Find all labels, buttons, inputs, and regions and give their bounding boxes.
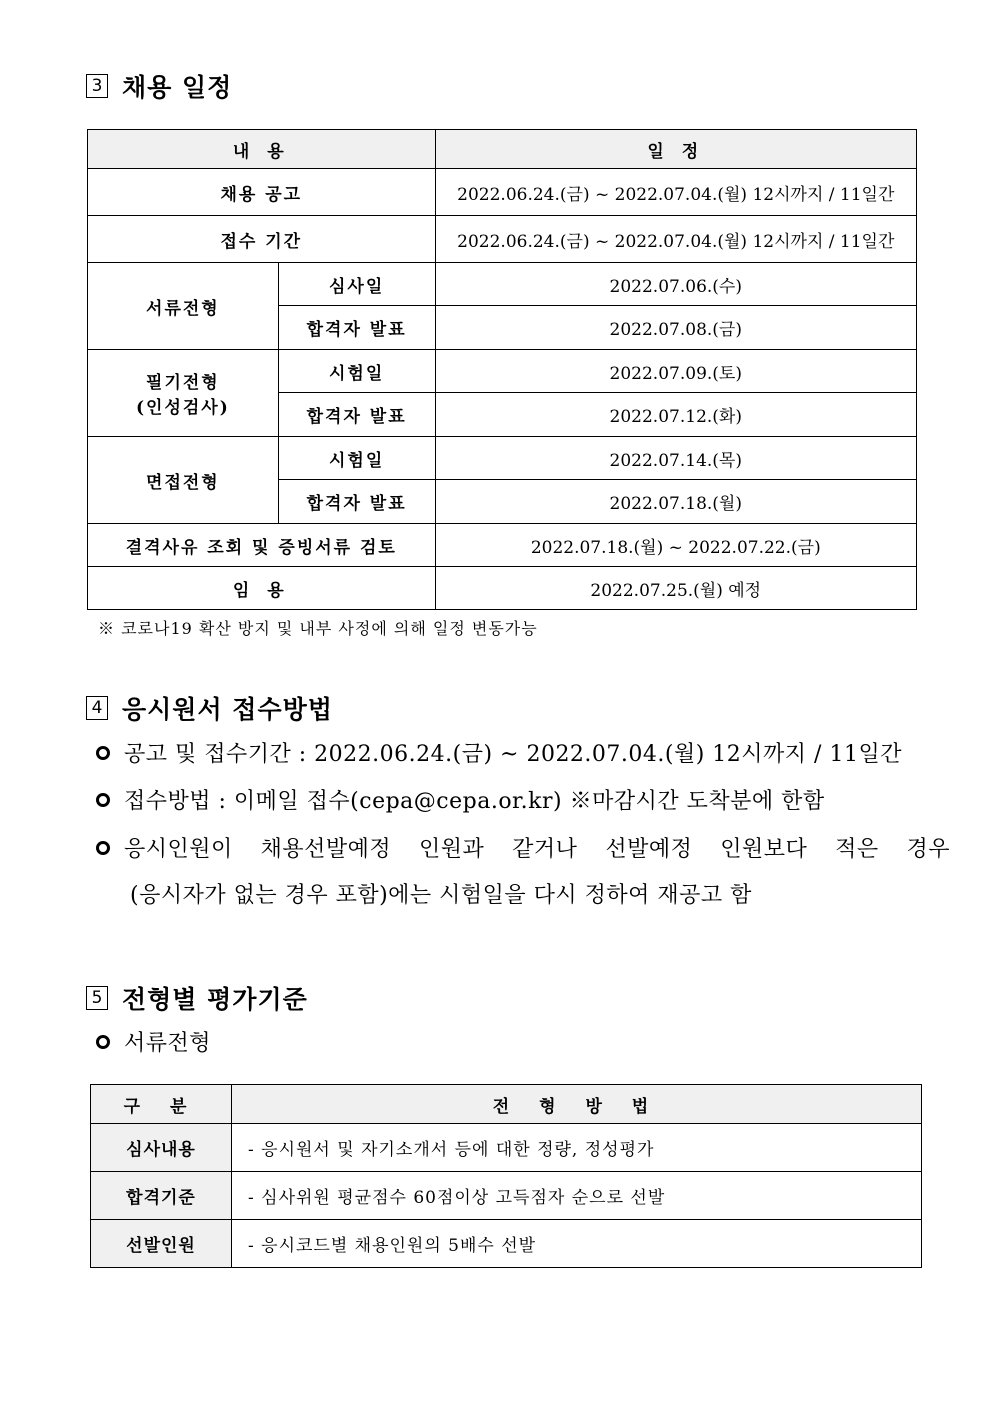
word: 선발예정 [605, 837, 693, 862]
section-title: 전형별 평가기준 [122, 985, 308, 1014]
row-value: - 심사위원 평균점수 60점이상 고득점자 순으로 선발 [232, 1172, 922, 1220]
section-number-box: 4 [86, 696, 108, 720]
row-label: 심사내용 [91, 1124, 232, 1172]
row-value: 2022.07.18.(월) ~ 2022.07.22.(금) [435, 524, 916, 567]
row-label: 선발인원 [91, 1220, 232, 1268]
row-value: 2022.07.09.(토) [435, 350, 916, 393]
label-line: 필기전형 [146, 373, 220, 393]
header-category: 구 분 [91, 1085, 232, 1124]
section-number-box: 5 [86, 986, 108, 1010]
row-value: 2022.06.24.(금) ~ 2022.07.04.(월) 12시까지 / 11일간 [435, 169, 916, 216]
list-item [96, 737, 902, 768]
sub-label: 합격자 발표 [278, 480, 435, 524]
row-value: - 응시코드별 채용인원의 5배수 선발 [232, 1220, 922, 1268]
row-value: 2022.07.12.(화) [435, 393, 916, 437]
row-label [88, 350, 279, 437]
word: 인원보다 [720, 837, 808, 862]
word: 응시인원이 [124, 837, 233, 862]
row-value: 2022.06.24.(금) ~ 2022.07.04.(월) 12시까지 / 11일간 [435, 216, 916, 263]
sub-label: 시험일 [278, 350, 435, 393]
section-4-heading [86, 690, 333, 726]
list-item-continuation: (응시자가 없는 경우 포함)에는 시험일을 다시 정하여 재공고 함 [130, 883, 752, 908]
row-value: 2022.07.14.(목) [435, 437, 916, 480]
section-3-heading [86, 68, 232, 104]
table-row [88, 567, 917, 610]
circle-bullet-icon [96, 793, 110, 807]
sub-label: 합격자 발표 [278, 393, 435, 437]
table-row [91, 1124, 922, 1172]
schedule-table [87, 129, 917, 610]
list-item-text: 공고 및 접수기간 : 2022.06.24.(금) ~ 2022.07.04.(월) 12시까지 / 11일간 [124, 742, 902, 767]
circle-bullet-icon [96, 1035, 110, 1049]
header-content: 내 용 [88, 130, 436, 169]
row-label: 접수 기간 [88, 216, 436, 263]
row-label: 합격기준 [91, 1172, 232, 1220]
table-row [91, 1220, 922, 1268]
row-label: 채용 공고 [88, 169, 436, 216]
circle-bullet-icon [96, 841, 110, 855]
table-row [88, 437, 917, 480]
row-label: 서류전형 [88, 263, 279, 350]
row-value: - 응시원서 및 자기소개서 등에 대한 정량, 정성평가 [232, 1124, 922, 1172]
table-row [88, 263, 917, 306]
section-number-box: 3 [86, 74, 108, 98]
word: 인원과 [419, 837, 485, 862]
row-label: 결격사유 조회 및 증빙서류 검토 [88, 524, 436, 567]
sub-label: 합격자 발표 [278, 306, 435, 350]
list-item [96, 832, 950, 863]
sub-label: 심사일 [278, 263, 435, 306]
row-label: 임 용 [88, 567, 436, 610]
list-item-text: 서류전형 [124, 1031, 212, 1056]
table-row [88, 169, 917, 216]
table-row [88, 524, 917, 567]
circle-bullet-icon [96, 746, 110, 760]
criteria-table [90, 1084, 922, 1268]
list-item [96, 784, 825, 815]
table-header-row [88, 130, 917, 169]
section-title: 채용 일정 [122, 73, 233, 102]
schedule-note: ※ 코로나19 확산 방지 및 내부 사정에 의해 일정 변동가능 [98, 619, 538, 638]
header-schedule: 일 정 [435, 130, 916, 169]
list-item-text [124, 832, 950, 863]
section-title: 응시원서 접수방법 [122, 695, 333, 724]
row-value: 2022.07.25.(월) 예정 [435, 567, 916, 610]
row-value: 2022.07.08.(금) [435, 306, 916, 350]
section-5-heading [86, 980, 308, 1016]
table-header-row [91, 1085, 922, 1124]
header-method: 전 형 방 법 [232, 1085, 922, 1124]
list-item-text: 접수방법 : 이메일 접수(cepa@cepa.or.kr) ※마감시간 도착분에 한함 [124, 789, 825, 814]
word: 채용선발예정 [260, 837, 392, 862]
row-label: 면접전형 [88, 437, 279, 524]
word: 경우 [906, 837, 950, 862]
sub-label: 시험일 [278, 437, 435, 480]
label-line: (인성검사) [135, 398, 230, 418]
table-row [91, 1172, 922, 1220]
table-row [88, 216, 917, 263]
word: 적은 [835, 837, 879, 862]
list-item [96, 1026, 211, 1057]
row-value: 2022.07.06.(수) [435, 263, 916, 306]
word: 같거나 [512, 837, 578, 862]
table-row [88, 350, 917, 393]
row-value: 2022.07.18.(월) [435, 480, 916, 524]
